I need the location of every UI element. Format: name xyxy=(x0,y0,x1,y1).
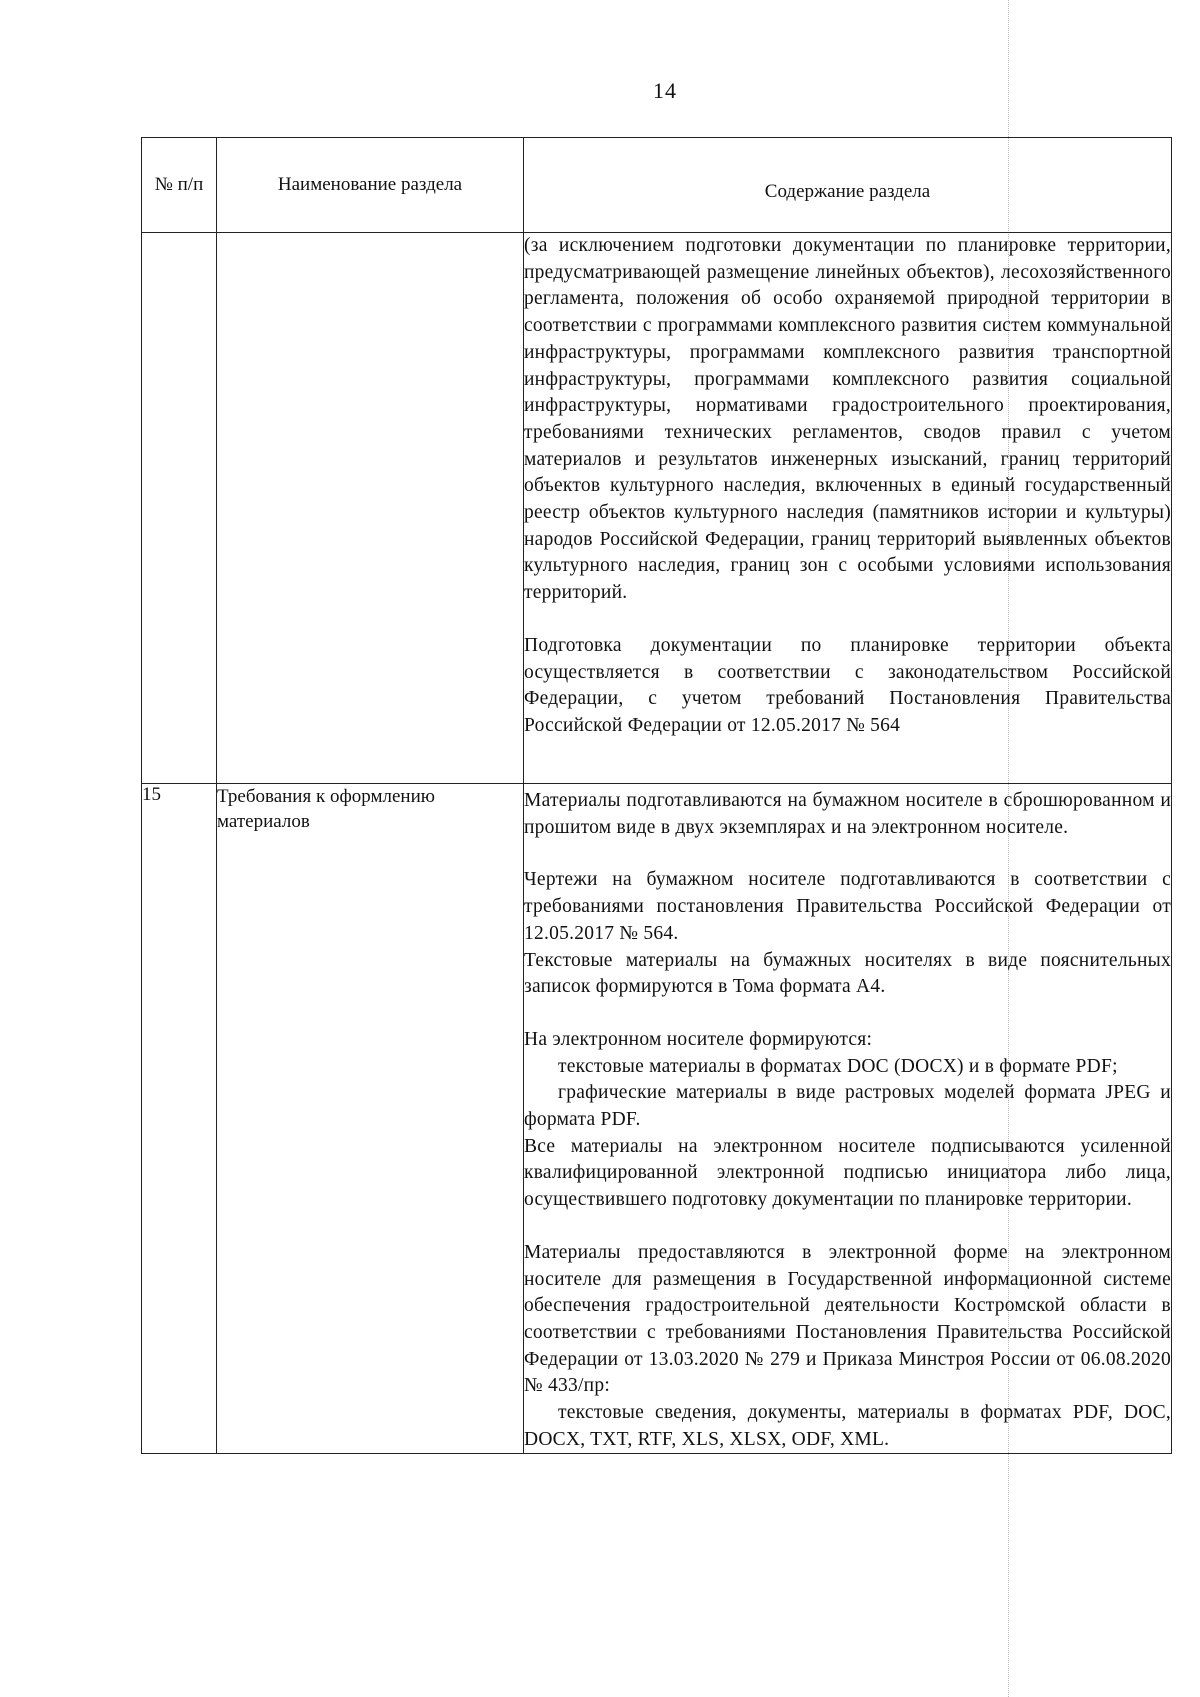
row-name: Требования к оформлению материалов xyxy=(217,784,524,1454)
content-paragraph: Подготовка документации по планировке территории объекта осуществляется в соответствии с законодательством Российской Федерации, с учетом требований Постановления Правительства Российской Федерации от 12.05.2017 № 564 xyxy=(524,634,1171,736)
content-paragraph: Текстовые материалы на бумажных носителях в виде пояснительных записок формируются в Тома формата А4. xyxy=(524,949,1171,998)
row-name xyxy=(217,233,524,784)
content-paragraph: текстовые сведения, документы, материалы в форматах PDF, DOC, DOCX, TXT, RTF, XLS, XLSX, ODF, XML. xyxy=(524,1402,1171,1450)
content-paragraph: текстовые материалы в форматах DOC (DOCX) и в формате PDF; xyxy=(558,1055,1118,1077)
header-name: Наименование раздела xyxy=(217,138,524,233)
content-paragraph: графические материалы в виде растровых моделей формата JPEG и формата PDF. xyxy=(524,1082,1171,1131)
table-row-continuation xyxy=(142,233,1172,784)
content-paragraph: Все материалы на электронном носителе подписываются усиленной квалифицированной электронной подписью инициатора либо лица, осуществившего подготовку документации по планировке территории. xyxy=(524,1135,1171,1211)
content-paragraph: Материалы предоставляются в электронной форме на электронном носителе для размещения в Государственной информационной системе обеспечения градостроительной деятельности Костромской области в соответствии с требованиями Постановления Правительства Российской Федерации от 13.03.2020 № 279 и Приказа Минстроя России от 06.08.2020 № 433/пр: xyxy=(524,1241,1171,1397)
header-num: № п/п xyxy=(142,138,217,233)
row-content xyxy=(524,233,1172,784)
table-header-row xyxy=(142,138,1172,233)
page-number: 14 xyxy=(653,78,677,103)
requirements-table xyxy=(141,137,1172,1454)
content-paragraph: Чертежи на бумажном носителе подготавливаются в соответствии с требованиями постановления Правительства Российской Федерации от 12.05.2017 № 564. xyxy=(524,869,1171,944)
row-content xyxy=(524,784,1172,1454)
table-row-15 xyxy=(142,784,1172,1454)
row-num: 15 xyxy=(142,784,217,1454)
content-paragraph: Материалы подготавливаются на бумажном носителе в сброшюрованном и прошитом виде в двух экземплярах и на электронном носителе. xyxy=(524,790,1171,838)
content-paragraph: На электронном носителе формируются: xyxy=(524,1028,873,1050)
header-content: Содержание раздела xyxy=(524,138,1172,233)
row-num xyxy=(142,233,217,784)
content-paragraph: (за исключением подготовки документации по планировке территории, предусматривающей размещение линейных объектов), лесохозяйственного регламента, положения об особо охраняемой природной территории в соответствии с программами комплексного развития систем коммунальной инфраструктуры, программами комплексного развития транспортной инфраструктуры, программами комплексного развития социальной инфраструктуры, нормативами градостроительного проектирования, требованиями технических регламентов, сводов правил с учетом материалов и результатов инженерных изысканий, границ территорий объектов культурного наследия, включенных в единый государственный реестр объектов культурного наследия (памятников истории и культуры) народов Российской Федерации, границ территорий выявленных объектов культурного наследия, границ зон с особыми условиями использования территорий. xyxy=(524,235,1171,604)
